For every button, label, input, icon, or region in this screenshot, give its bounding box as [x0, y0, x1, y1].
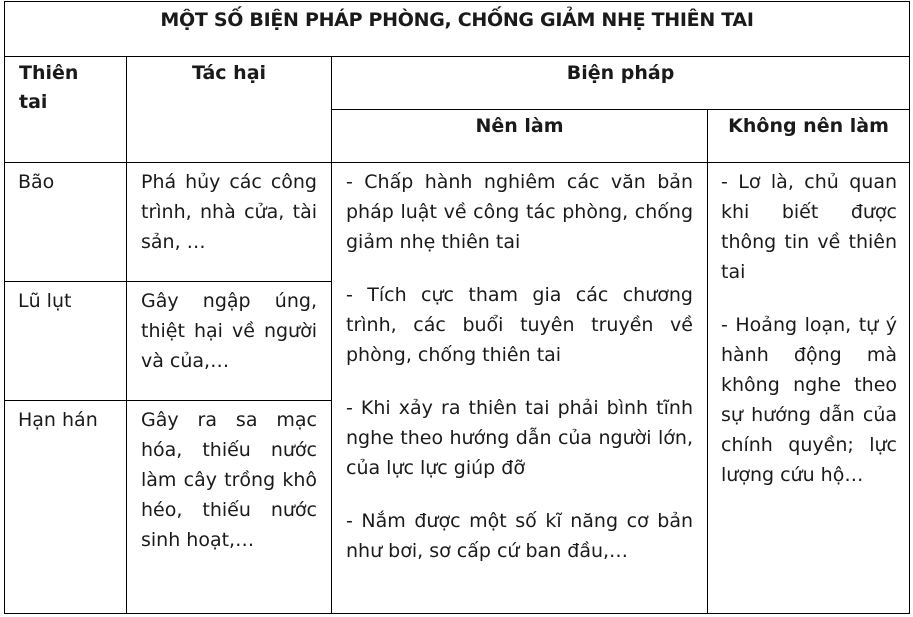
should-do-item: - Nắm được một số kĩ năng cơ bản như bơi, sơ cấp cứ ban đầu,…	[346, 510, 693, 562]
table-row	[5, 163, 910, 282]
disaster-measures-table	[4, 1, 910, 614]
should-not-do-item: - Lơ là, chủ quan khi biết được thông tin về thiên tai	[721, 171, 898, 283]
title-row	[5, 2, 910, 57]
should-do-item: - Tích cực tham gia các chương trình, các buổi tuyên truyền về phòng, chống thiên tai	[346, 284, 693, 366]
should-not-do-list	[708, 163, 910, 614]
disaster-harm: Gây ngập úng, thiệt hại về người và của,…	[127, 282, 332, 401]
disaster-name: Hạn hán	[5, 401, 127, 614]
header-should-not-do: Không nên làm	[708, 110, 910, 163]
header-measures: Biện pháp	[332, 57, 910, 110]
should-do-item: - Chấp hành nghiêm các văn bản pháp luật về công tác phòng, chống giảm nhẹ thiên tai	[346, 171, 693, 253]
header-disaster: Thiên tai	[5, 57, 127, 163]
header-should-do: Nên làm	[332, 110, 708, 163]
disaster-harm: Gây ra sa mạc hóa, thiếu nước làm cây trồng khô héo, thiếu nước sinh hoạt,…	[127, 401, 332, 614]
table-title: MỘT SỐ BIỆN PHÁP PHÒNG, CHỐNG GIẢM NHẸ THIÊN TAI	[5, 2, 910, 57]
should-do-list	[332, 163, 708, 614]
disaster-name: Lũ lụt	[5, 282, 127, 401]
disaster-harm: Phá hủy các công trình, nhà cửa, tài sản, …	[127, 163, 332, 282]
should-do-item: - Khi xảy ra thiên tai phải bình tĩnh nghe theo hướng dẫn của người lớn, của lực lực giúp đỡ	[346, 397, 693, 479]
disaster-name: Bão	[5, 163, 127, 282]
header-harm: Tác hại	[127, 57, 332, 163]
should-not-do-item: - Hoảng loạn, tự ý hành động mà không nghe theo sự hướng dẫn của chính quyền; lực lượng cứu hộ…	[721, 314, 898, 486]
header-row-1	[5, 57, 910, 110]
